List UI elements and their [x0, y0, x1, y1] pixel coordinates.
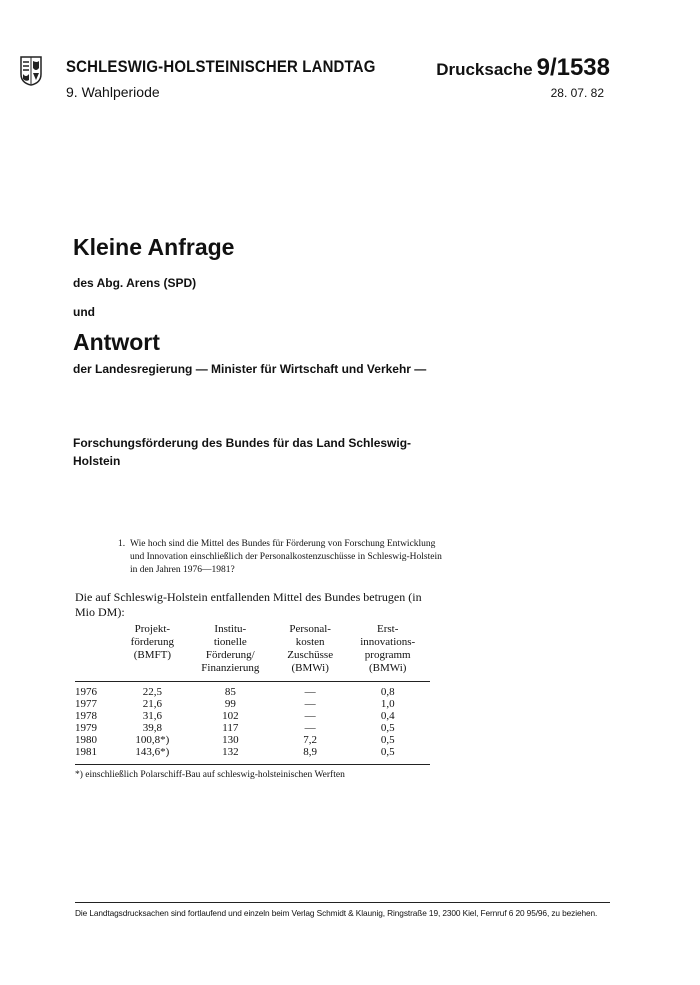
table-header-cell: Institu- tionelle Förderung/ Finanzierung — [201, 623, 260, 674]
responding-ministry: der Landesregierung — Minister für Wirtschaft und Verkehr — — [73, 362, 427, 376]
year-cell: 1979 — [75, 722, 97, 734]
table-header-cell: Projekt- förderung (BMFT) — [130, 623, 175, 661]
table-row — [75, 698, 430, 710]
funding-table — [75, 623, 430, 765]
value-cell: 7,2 — [303, 734, 318, 746]
year-cell: 1976 — [75, 686, 97, 698]
table-header-cell: Personal- kosten Zuschüsse (BMWi) — [287, 623, 334, 674]
question-block — [118, 538, 450, 577]
value-cell: — — [304, 722, 316, 734]
table-body — [75, 682, 430, 765]
footnote: *) einschließlich Polarschiff-Bau auf schleswig-holsteinischen Werften — [75, 770, 345, 780]
table-header-row — [75, 623, 430, 682]
coat-of-arms-icon — [20, 56, 42, 86]
value-cell: 99 — [224, 698, 236, 710]
table-row — [75, 682, 430, 699]
value-cell: 22,5 — [142, 686, 162, 698]
answer-intro: Die auf Schleswig-Holstein entfallenden Mittel des Bundes betrugen (in Mio DM): — [75, 590, 422, 619]
subject-heading: Forschungsförderung des Bundes für das Land Schleswig-Holstein — [73, 436, 412, 468]
value-cell: — — [304, 710, 316, 722]
year-cell: 1981 — [75, 746, 97, 758]
value-cell: — — [304, 698, 316, 710]
value-cell: 102 — [222, 710, 239, 722]
value-cell: — — [304, 686, 316, 698]
year-cell: 1980 — [75, 734, 97, 746]
value-cell: 143,6*) — [135, 746, 170, 758]
value-cell: 8,9 — [303, 746, 318, 758]
value-cell: 0,5 — [380, 722, 395, 734]
legislative-period: 9. Wahlperiode — [66, 84, 160, 100]
table-header-cell — [75, 623, 119, 682]
value-cell: 0,5 — [380, 746, 395, 758]
org-name: SCHLESWIG-HOLSTEINISCHER LANDTAG — [66, 57, 376, 76]
value-cell: 0,5 — [380, 734, 395, 746]
year-cell: 1978 — [75, 710, 97, 722]
value-cell: 39,8 — [142, 722, 162, 734]
title-question: Kleine Anfrage — [73, 234, 235, 260]
document-number-value: 9/1538 — [536, 54, 610, 81]
title-answer: Antwort — [73, 329, 160, 355]
table-row — [75, 722, 430, 734]
value-cell: 117 — [222, 722, 239, 734]
document-label: Drucksache — [436, 60, 533, 79]
table-row — [75, 710, 430, 722]
asker: des Abg. Arens (SPD) — [73, 276, 197, 290]
table-row — [75, 746, 430, 765]
document-number — [436, 54, 610, 82]
conjunction: und — [73, 305, 95, 319]
value-cell: 132 — [222, 746, 239, 758]
table-header-cell: Erst- innovations- programm (BMWi) — [360, 623, 416, 674]
value-cell: 21,6 — [142, 698, 162, 710]
footer-divider — [75, 902, 610, 903]
value-cell: 100,8*) — [135, 734, 170, 746]
year-cell: 1977 — [75, 698, 97, 710]
value-cell: 0,8 — [380, 686, 395, 698]
publisher-note: Die Landtagsdrucksachen sind fortlaufend und einzeln beim Verlag Schmidt & Klaunig, Ringstraße 19, 2300 Kiel, Fernruf 6 20 95/96, zu beziehen. — [75, 908, 598, 918]
value-cell: 130 — [222, 734, 239, 746]
question-number: 1. — [118, 539, 126, 549]
value-cell: 85 — [224, 686, 236, 698]
table-row — [75, 734, 430, 746]
value-cell: 0,4 — [380, 710, 395, 722]
document-date: 28. 07. 82 — [550, 86, 604, 100]
value-cell: 31,6 — [142, 710, 162, 722]
value-cell: 1,0 — [380, 698, 395, 710]
question-text: Wie hoch sind die Mittel des Bundes für Förderung von Forschung Entwicklung und Innovation einschließlich der Personalkostenzuschüsse in Schleswig-Holstein in den Jahren 1976—1981? — [130, 539, 442, 575]
